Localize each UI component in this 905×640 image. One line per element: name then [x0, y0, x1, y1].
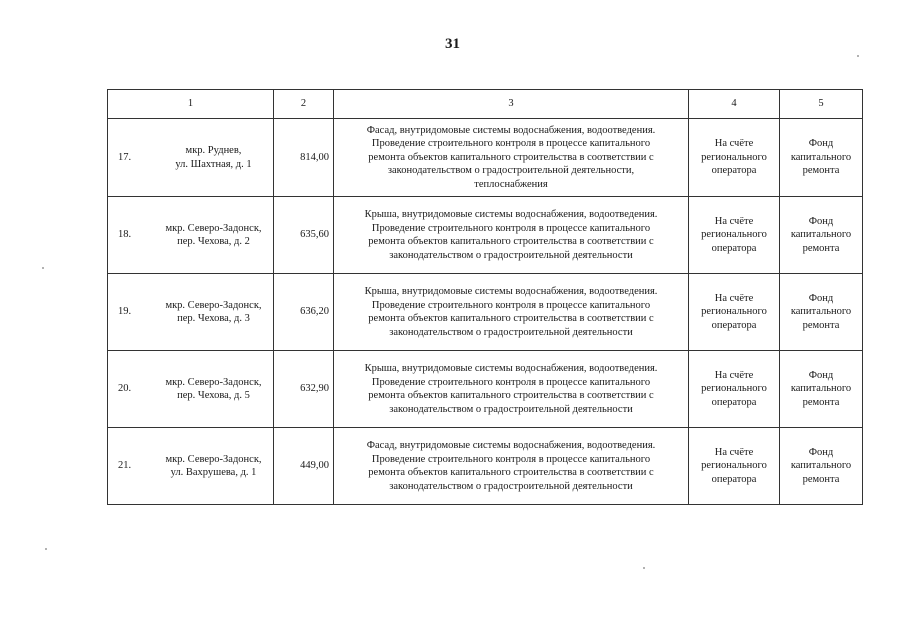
account-line: На счёте	[714, 138, 754, 150]
address	[158, 376, 269, 403]
works-line: законодательством о градостроительной деятельности	[389, 249, 633, 261]
account-cell	[689, 197, 780, 274]
address-line: мкр. Северо-Задонск,	[165, 453, 262, 465]
works-line: Фасад, внутридомовые системы водоснабжения, водоотведения.	[366, 440, 656, 451]
works-line: законодательством о градостроительной деятельности,	[387, 165, 635, 177]
fund-line: капитального	[790, 151, 852, 163]
fund-cell	[780, 351, 863, 428]
row-number: 19.	[118, 306, 132, 318]
column-header: 1	[108, 90, 274, 119]
repair-table	[107, 89, 863, 505]
row-number: 21.	[118, 460, 132, 472]
works-cell	[334, 119, 689, 197]
address-line: мкр. Руднев,	[185, 145, 242, 156]
account-line: оператора	[711, 242, 757, 254]
works-line: Проведение строительного контроля в процессе капитального	[371, 138, 651, 150]
row-number: 20.	[118, 383, 132, 395]
works-line: Крыша, внутридомовые системы водоснабжения, водоотведения.	[364, 363, 658, 374]
works-cell	[334, 274, 689, 351]
account-line: На счёте	[714, 292, 754, 304]
account-line: оператора	[711, 473, 757, 485]
address-line: мкр. Северо-Задонск,	[165, 222, 262, 234]
address-line: пер. Чехова, д. 3	[177, 313, 250, 324]
works-cell	[334, 428, 689, 505]
fund-line: Фонд	[808, 215, 834, 227]
account-line: оператора	[711, 319, 757, 331]
fund-line: ремонта	[802, 473, 840, 485]
account-cell	[689, 274, 780, 351]
fund-cell	[780, 274, 863, 351]
scan-speck	[42, 267, 44, 269]
address-cell	[108, 428, 274, 505]
address-line: ул. Вахрушева, д. 1	[170, 467, 257, 478]
account-line: регионального	[701, 460, 767, 472]
row-number: 18.	[118, 229, 132, 241]
fund-line: ремонта	[802, 165, 840, 177]
scan-speck	[643, 567, 645, 569]
works-line: ремонта объектов капитального строительства в соответствии с	[368, 236, 654, 247]
works-line: Крыша, внутридомовые системы водоснабжения, водоотведения.	[364, 286, 658, 297]
address	[158, 299, 269, 326]
table-row	[108, 428, 863, 505]
works-line: теплоснабжения	[474, 178, 548, 190]
account-line: регионального	[701, 151, 767, 163]
address-line: пер. Чехова, д. 5	[177, 390, 250, 401]
account-line: регионального	[701, 229, 767, 241]
table-row	[108, 197, 863, 274]
fund-line: Фонд	[808, 446, 834, 458]
account-cell	[689, 351, 780, 428]
address-line: мкр. Северо-Задонск,	[165, 376, 262, 388]
address	[158, 222, 269, 249]
works-line: Проведение строительного контроля в процессе капитального	[371, 299, 651, 311]
address	[158, 144, 269, 171]
row-number: 17.	[118, 151, 132, 163]
table-row	[108, 351, 863, 428]
address-line: мкр. Северо-Задонск,	[165, 299, 262, 311]
account-line: регионального	[701, 306, 767, 318]
address-cell	[108, 197, 274, 274]
account-line: На счёте	[714, 215, 754, 227]
table-row	[108, 119, 863, 197]
fund-line: капитального	[790, 383, 852, 395]
works-line: Крыша, внутридомовые системы водоснабжения, водоотведения.	[364, 209, 658, 220]
fund-cell	[780, 428, 863, 505]
works-line: ремонта объектов капитального строительства в соответствии с	[368, 313, 654, 324]
fund-line: Фонд	[808, 292, 834, 304]
works-line: Фасад, внутридомовые системы водоснабжения, водоотведения.	[366, 124, 656, 136]
works-cell	[334, 197, 689, 274]
column-header: 4	[689, 90, 780, 119]
works-cell	[334, 351, 689, 428]
works-line: Проведение строительного контроля в процессе капитального	[371, 453, 651, 465]
area-cell: 635,60	[274, 197, 334, 274]
account-line: На счёте	[714, 446, 754, 458]
fund-cell	[780, 197, 863, 274]
fund-line: Фонд	[808, 138, 834, 150]
fund-line: ремонта	[802, 242, 840, 254]
address	[158, 453, 269, 480]
works-line: ремонта объектов капитального строительства в соответствии с	[368, 467, 654, 478]
area-cell: 814,00	[274, 119, 334, 197]
fund-line: ремонта	[802, 396, 840, 408]
area-cell: 636,20	[274, 274, 334, 351]
fund-line: Фонд	[808, 369, 834, 381]
scan-speck	[45, 548, 47, 550]
table-header-row	[108, 90, 863, 119]
fund-line: ремонта	[802, 319, 840, 331]
fund-line: капитального	[790, 229, 852, 241]
column-header: 3	[334, 90, 689, 119]
account-line: оператора	[711, 165, 757, 177]
area-cell: 449,00	[274, 428, 334, 505]
account-line: оператора	[711, 396, 757, 408]
address-cell	[108, 274, 274, 351]
works-line: законодательством о градостроительной деятельности	[389, 326, 633, 338]
fund-cell	[780, 119, 863, 197]
account-line: регионального	[701, 383, 767, 395]
works-line: ремонта объектов капитального строительства в соответствии с	[368, 390, 654, 401]
address-cell	[108, 351, 274, 428]
account-cell	[689, 428, 780, 505]
address-cell	[108, 119, 274, 197]
works-line: Проведение строительного контроля в процессе капитального	[371, 222, 651, 234]
works-line: законодательством о градостроительной деятельности	[389, 403, 633, 415]
address-line: ул. Шахтная, д. 1	[175, 158, 252, 170]
column-header: 2	[274, 90, 334, 119]
fund-line: капитального	[790, 306, 852, 318]
table-row	[108, 274, 863, 351]
address-line: пер. Чехова, д. 2	[177, 236, 250, 247]
scan-speck	[857, 55, 859, 57]
area-cell: 632,90	[274, 351, 334, 428]
account-cell	[689, 119, 780, 197]
works-line: законодательством о градостроительной деятельности	[389, 480, 633, 492]
fund-line: капитального	[790, 460, 852, 472]
column-header: 5	[780, 90, 863, 119]
account-line: На счёте	[714, 369, 754, 381]
works-line: Проведение строительного контроля в процессе капитального	[371, 376, 651, 388]
works-line: ремонта объектов капитального строительства в соответствии с	[368, 151, 654, 163]
page-number: 31	[445, 36, 460, 52]
